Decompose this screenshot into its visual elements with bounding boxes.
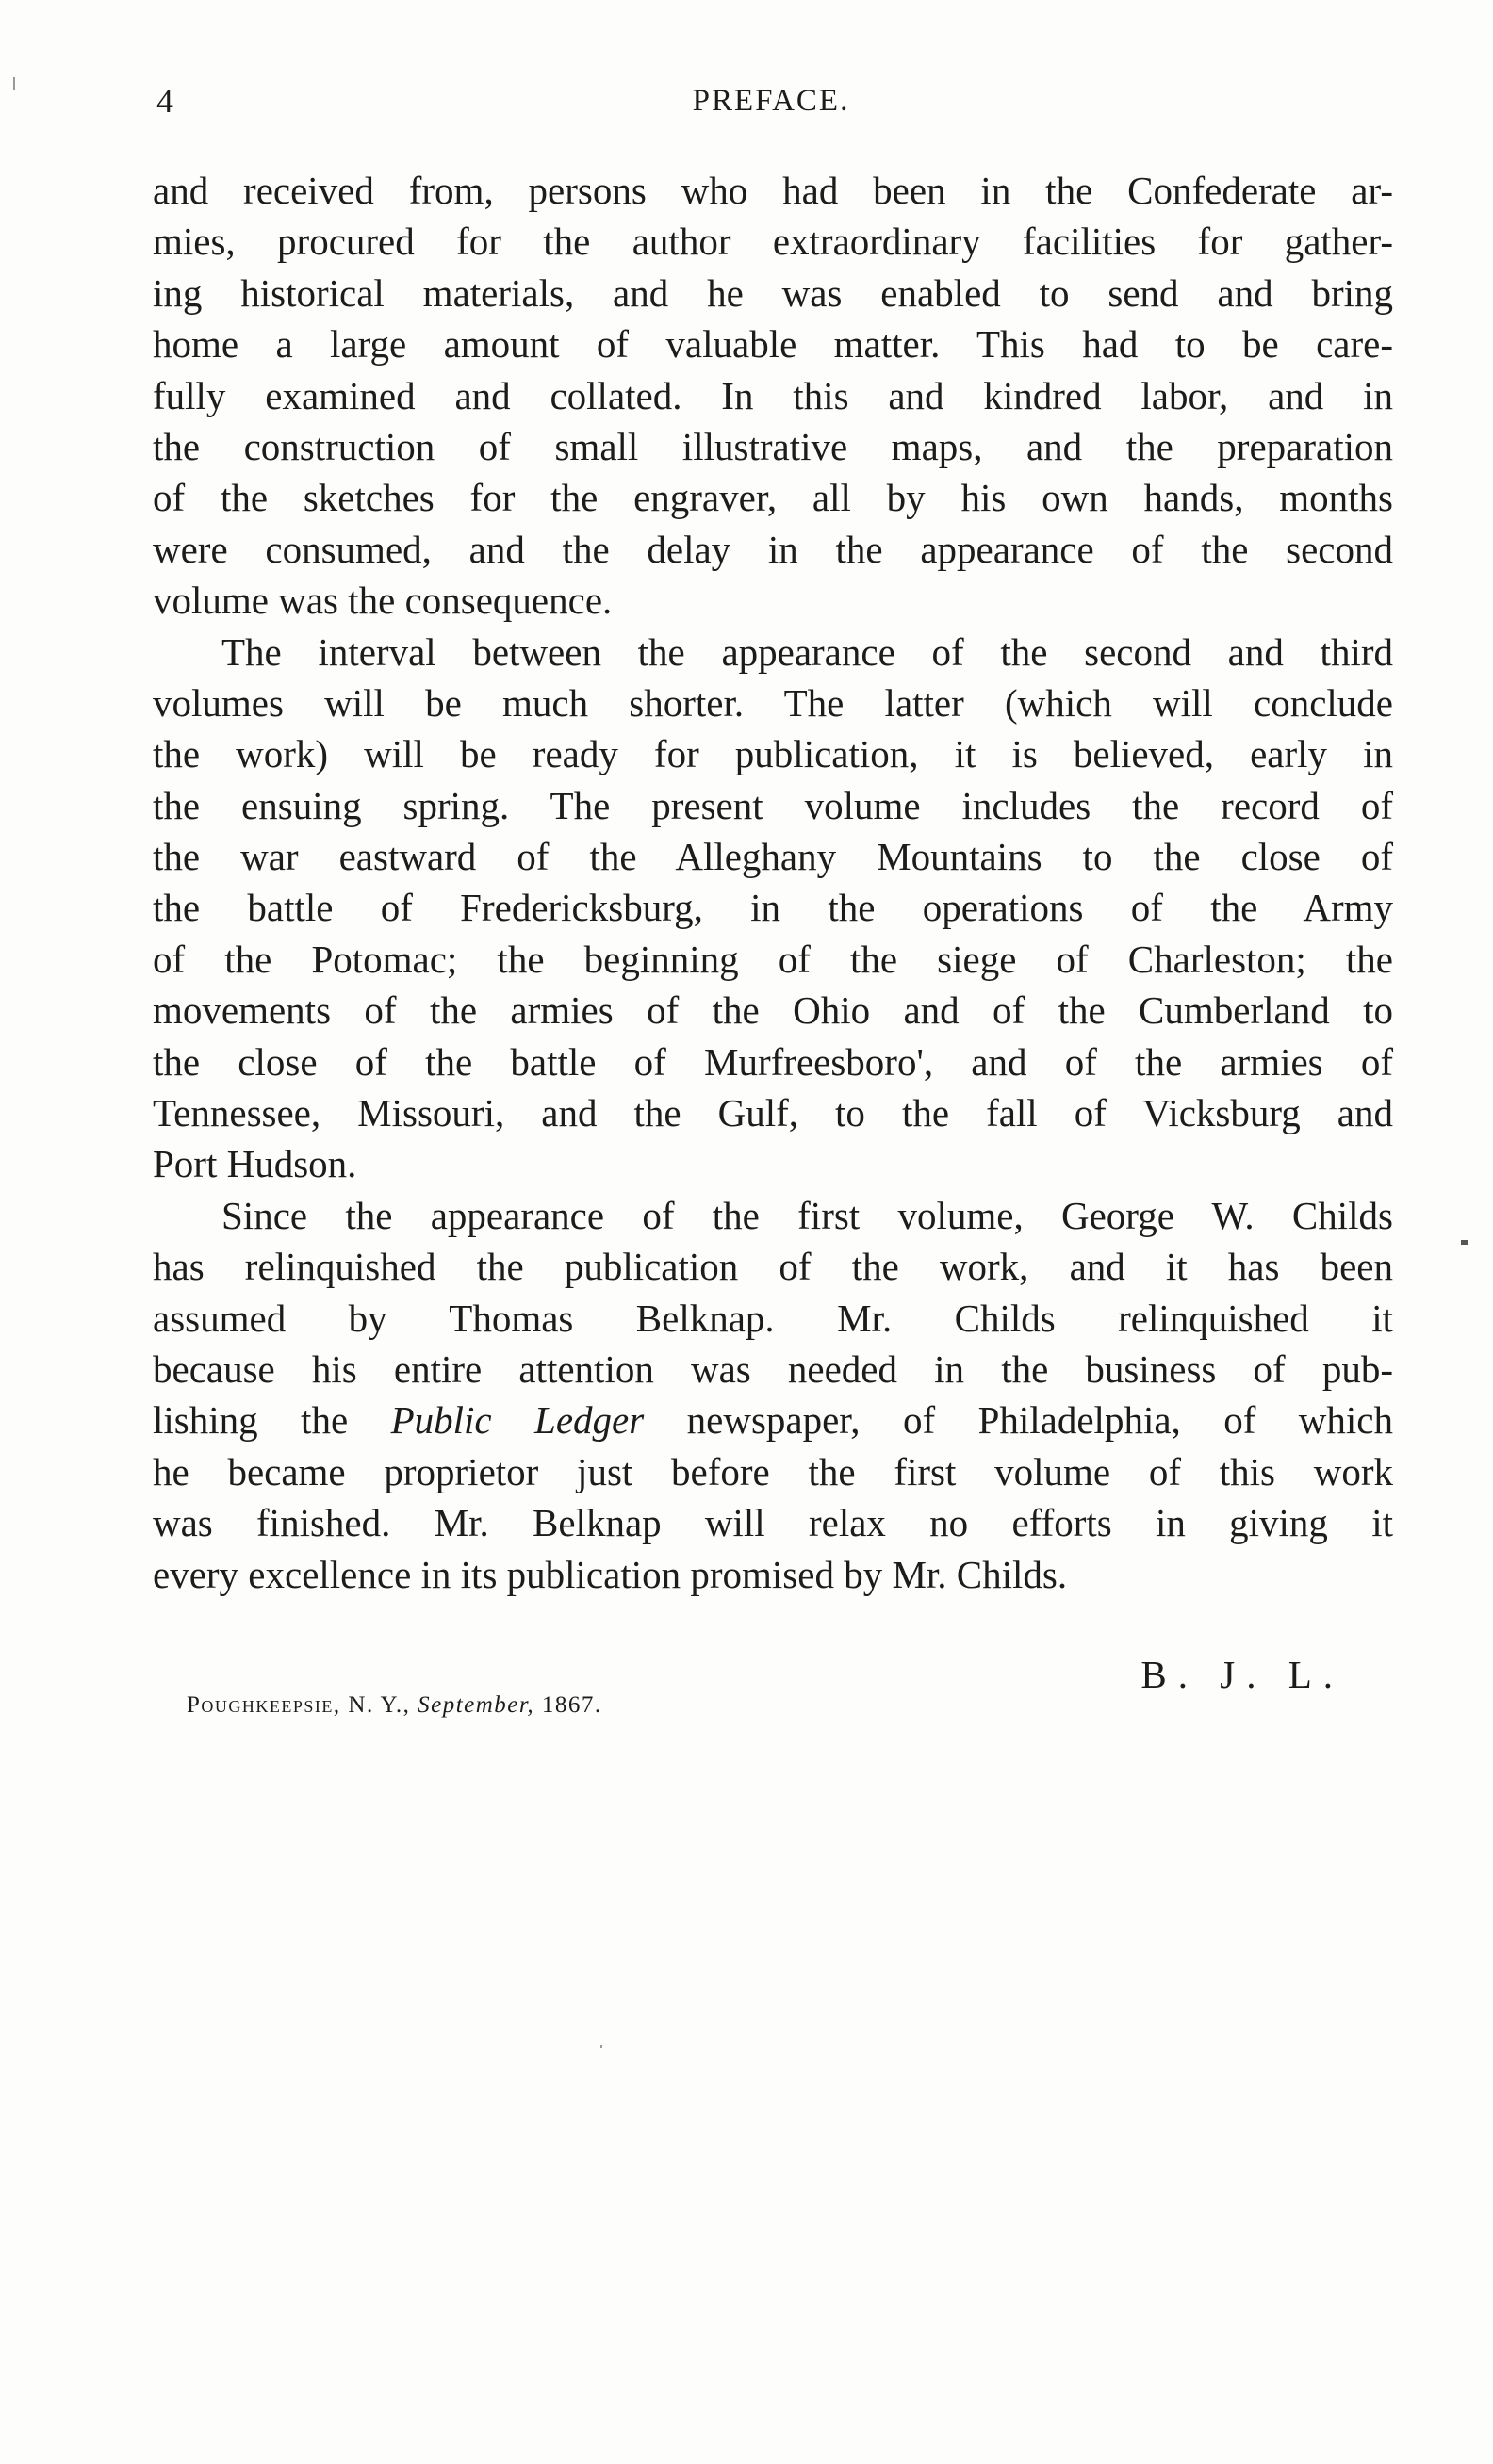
- text-line: of the sketches for the engraver, all by his own hands, months: [153, 476, 1393, 520]
- text-line: the close of the battle of Murfreesboro', and of the armies of: [153, 1039, 1393, 1084]
- text-line: every excellence in its publication promised by Mr. Childs.: [153, 1552, 1068, 1596]
- page-number: 4: [156, 82, 173, 120]
- text-line: the work) will be ready for publication, it is believed, early in: [153, 732, 1393, 776]
- scan-speck: [13, 77, 15, 90]
- scan-speck: [600, 2045, 602, 2048]
- text-fragment: newspaper, of Philadelphia, of which: [644, 1398, 1393, 1443]
- text-line: ing historical materials, and he was enabled to send and bring: [153, 270, 1393, 315]
- author-initials: B. J. L.: [1140, 1653, 1344, 1696]
- text-line: Since the appearance of the first volume, George W. Childs: [221, 1193, 1393, 1237]
- running-head: [151, 77, 1391, 124]
- text-fragment: lishing the: [153, 1398, 391, 1443]
- text-line: were consumed, and the delay in the appearance of the second: [153, 527, 1393, 571]
- text-line: The interval between the appearance of the second and third: [221, 629, 1393, 674]
- text-line: and received from, persons who had been in the Confederate ar-: [153, 169, 1393, 212]
- running-title: PREFACE.: [692, 84, 850, 118]
- text-line: because his entire attention was needed in the business of pub-: [153, 1346, 1393, 1391]
- text-line: Port Hudson.: [153, 1142, 357, 1186]
- preface-text: [153, 165, 1393, 1600]
- newspaper-title: Public Ledger: [390, 1398, 645, 1443]
- text-line: the ensuing spring. The present volume includes the record of: [153, 783, 1393, 827]
- text-line: volumes will be much shorter. The latter (which will conclude: [153, 680, 1393, 725]
- text-line: the battle of Fredericksburg, in the operations of the Army: [153, 886, 1393, 930]
- dateline-year: 1867.: [541, 1692, 602, 1718]
- text-line: movements of the armies of the Ohio and of the Cumberland to: [153, 988, 1393, 1033]
- text-line: he became proprietor just before the first volume of this work: [153, 1449, 1393, 1493]
- text-line: [153, 1395, 1393, 1445]
- text-line: has relinquished the publication of the work, and it has been: [153, 1245, 1393, 1289]
- text-line: home a large amount of valuable matter. This had to be care-: [153, 322, 1393, 367]
- scan-speck: [1461, 1240, 1468, 1245]
- text-line: the construction of small illustrative maps, and the preparation: [153, 424, 1393, 468]
- dateline-place: Poughkeepsie, N. Y.,: [187, 1692, 411, 1718]
- text-line: the war eastward of the Alleghany Mountains to the close of: [153, 835, 1393, 879]
- text-line: was finished. Mr. Belknap will relax no efforts in giving it: [153, 1501, 1393, 1545]
- text-line: of the Potomac; the beginning of the siege of Charleston; the: [153, 937, 1393, 981]
- text-line: fully examined and collated. In this and kindred labor, and in: [153, 373, 1393, 417]
- text-line: Tennessee, Missouri, and the Gulf, to the fall of Vicksburg and: [153, 1091, 1393, 1135]
- text-line: mies, procured for the author extraordinary facilities for gather-: [153, 220, 1393, 264]
- text-line: assumed by Thomas Belknap. Mr. Childs relinquished it: [153, 1296, 1393, 1340]
- dateline: [187, 1687, 602, 1724]
- text-line: volume was the consequence.: [153, 579, 613, 623]
- dateline-month: September,: [418, 1692, 535, 1718]
